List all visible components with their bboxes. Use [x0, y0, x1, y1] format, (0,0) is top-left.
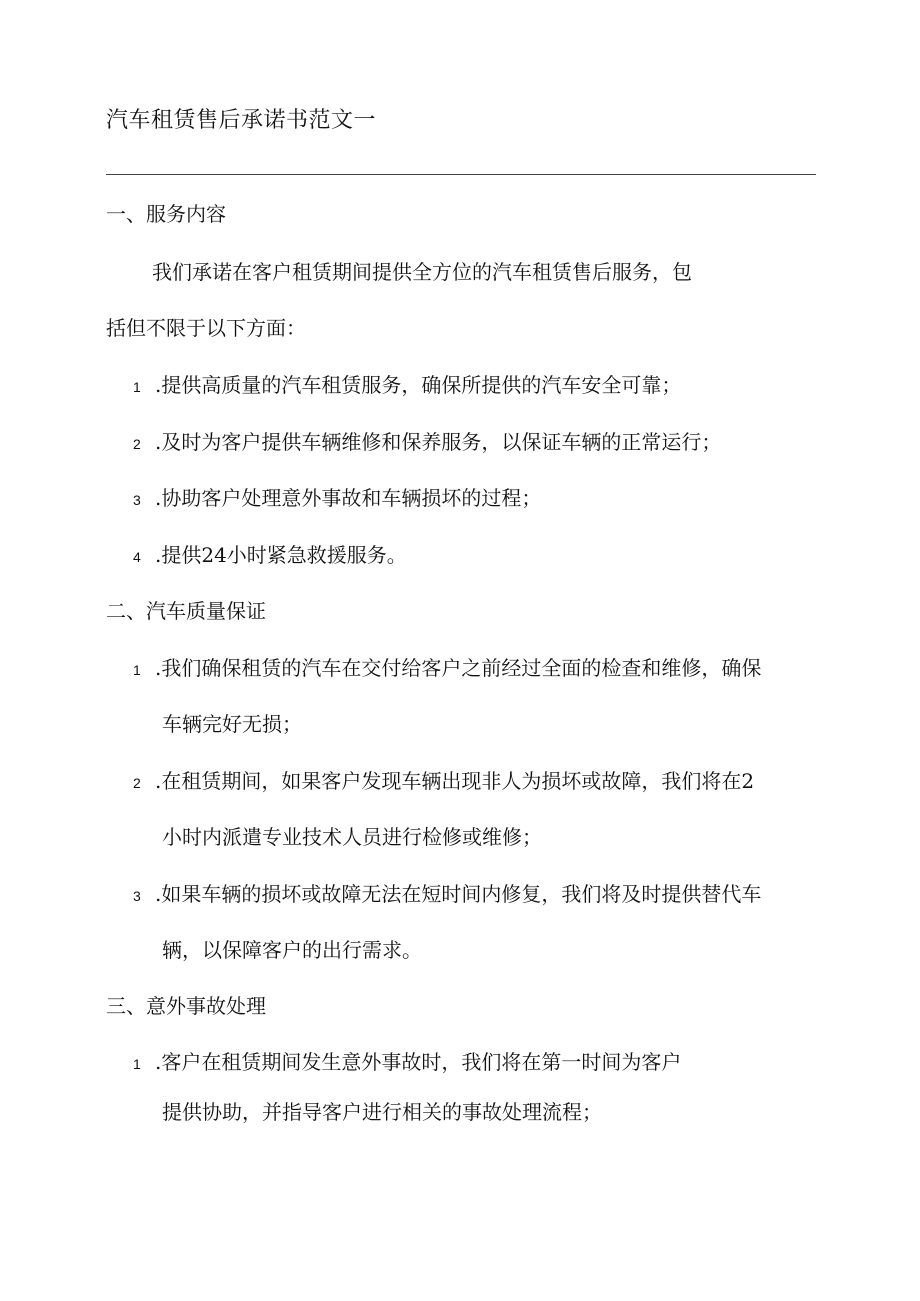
list-item-text: .协助客户处理意外事故和车辆损坏的过程； [155, 486, 542, 510]
list-item-number: 3 [133, 492, 141, 508]
list-item-text: .提供高质量的汽车租赁服务，确保所提供的汽车安全可靠； [155, 373, 682, 397]
list-item-continuation: 车辆完好无损； [162, 712, 302, 736]
list-item-number: 1 [133, 662, 141, 678]
list-item [133, 428, 721, 458]
list-item [133, 767, 754, 797]
list-item-continuation: 辆，以保障客户的出行需求。 [162, 938, 422, 962]
section-heading-service: 一、服务内容 [106, 202, 226, 226]
list-item [133, 654, 761, 684]
list-item-text: .我们确保租赁的汽车在交付给客户之前经过全面的检查和维修，确保 [155, 656, 762, 680]
list-item-number: 2 [133, 775, 141, 791]
list-item-text: .客户在租赁期间发生意外事故时，我们将在第一时间为客户 [155, 1050, 682, 1074]
list-item-continuation: 提供协助，并指导客户进行相关的事故处理流程； [162, 1100, 602, 1124]
section-intro-line: 我们承诺在客户租赁期间提供全方位的汽车租赁售后服务，包 [152, 260, 692, 284]
list-item-text: .提供24小时紧急救援服务。 [155, 543, 407, 567]
list-item [133, 880, 761, 910]
list-item-number: 1 [133, 1056, 141, 1072]
list-item-text: .在租赁期间，如果客户发现车辆出现非人为损坏或故障，我们将在2 [155, 769, 755, 793]
list-item [133, 371, 681, 401]
list-item-number: 2 [133, 436, 141, 452]
section-heading-accident: 三、意外事故处理 [106, 994, 266, 1018]
list-item [133, 541, 407, 571]
list-item-text: .如果车辆的损坏或故障无法在短时间内修复，我们将及时提供替代车 [155, 882, 762, 906]
section-heading-quality: 二、汽车质量保证 [106, 599, 266, 623]
list-item-number: 1 [133, 379, 141, 395]
list-item-number: 4 [133, 549, 141, 565]
list-item-text: .及时为客户提供车辆维修和保养服务，以保证车辆的正常运行； [155, 430, 722, 454]
list-item [133, 1048, 681, 1078]
list-item-number: 3 [133, 888, 141, 904]
document-title: 汽车租赁售后承诺书范文一 [106, 108, 377, 133]
section-intro-line: 括但不限于以下方面： [106, 316, 306, 340]
list-item [133, 484, 541, 514]
list-item-continuation: 小时内派遣专业技术人员进行检修或维修； [162, 825, 542, 849]
title-divider [106, 174, 816, 175]
